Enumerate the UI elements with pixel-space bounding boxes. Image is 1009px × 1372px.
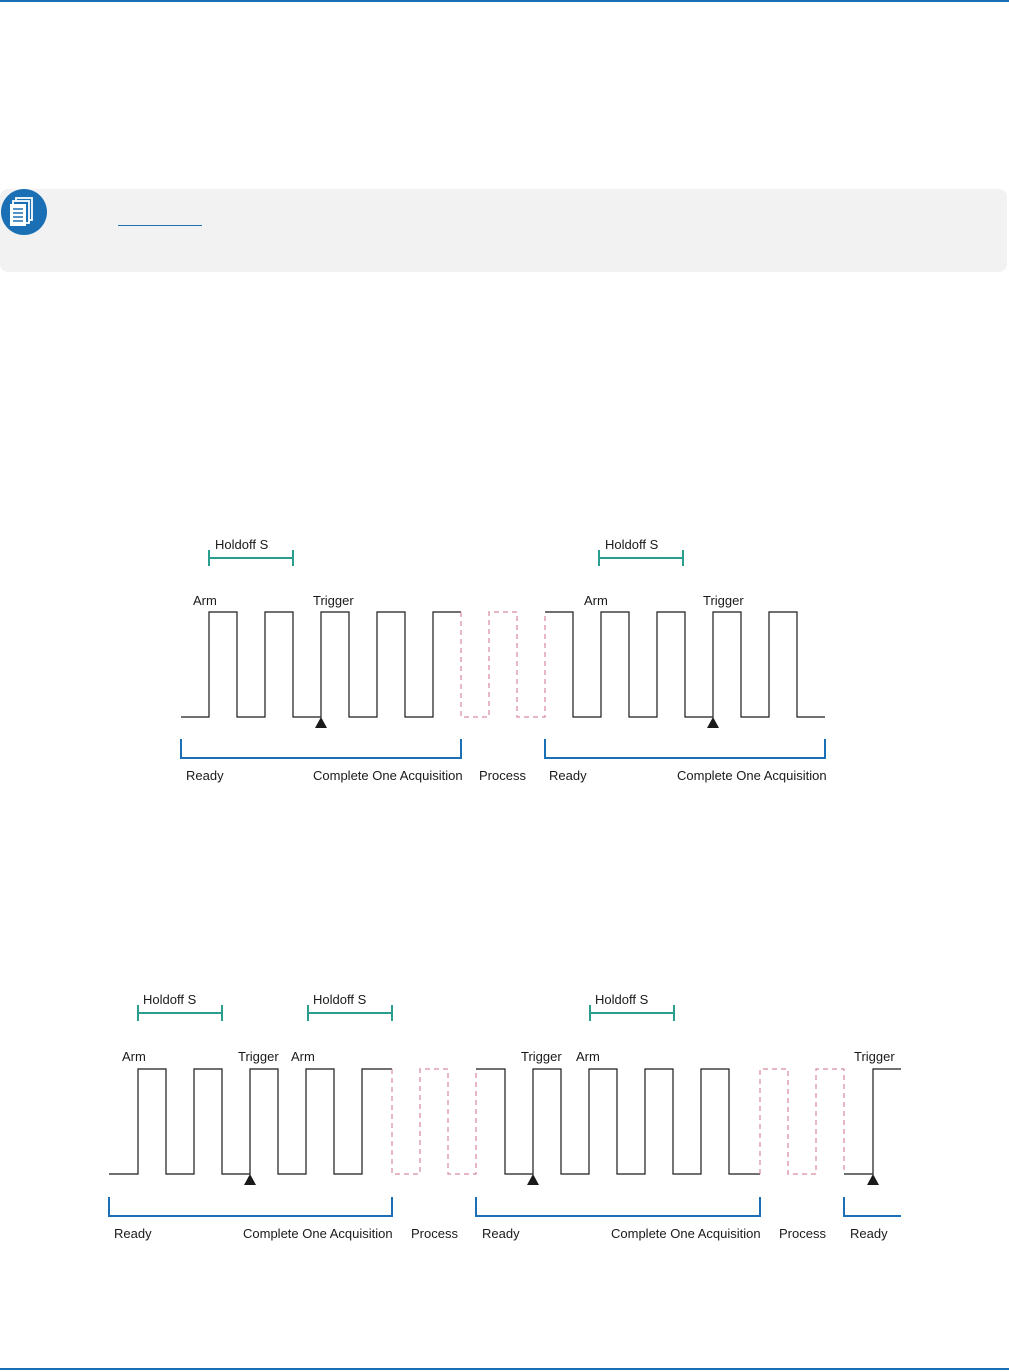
trigger-label: Trigger bbox=[521, 1049, 562, 1064]
acquisition-bracket bbox=[181, 739, 461, 758]
state-label: Process bbox=[779, 1226, 826, 1241]
trigger-label: Trigger bbox=[854, 1049, 895, 1064]
arm-label: Arm bbox=[584, 593, 608, 608]
state-label: Complete One Acquisition bbox=[313, 768, 463, 783]
acquisition-bracket bbox=[109, 1197, 392, 1216]
holdoff-label: Holdoff S bbox=[313, 992, 367, 1007]
acquisition-bracket bbox=[545, 739, 825, 758]
holdoff-bar bbox=[209, 550, 293, 566]
state-label: Ready bbox=[114, 1226, 152, 1241]
holdoff-bar bbox=[599, 550, 683, 566]
arm-label: Arm bbox=[193, 593, 217, 608]
state-label: Ready bbox=[482, 1226, 520, 1241]
process-waveform bbox=[392, 1069, 476, 1174]
acquisition-bracket bbox=[844, 1197, 901, 1216]
trigger-label: Trigger bbox=[313, 593, 354, 608]
trigger-marker bbox=[315, 717, 327, 728]
holdoff-bar bbox=[308, 1005, 392, 1021]
trigger-label: Trigger bbox=[703, 593, 744, 608]
acquisition-bracket bbox=[476, 1197, 760, 1216]
trigger-label: Trigger bbox=[238, 1049, 279, 1064]
arm-label: Arm bbox=[122, 1049, 146, 1064]
holdoff-label: Holdoff S bbox=[143, 992, 197, 1007]
note-box bbox=[0, 189, 1007, 272]
clock-waveform bbox=[545, 612, 825, 717]
trigger-marker bbox=[867, 1174, 879, 1185]
holdoff-label: Holdoff S bbox=[215, 537, 269, 552]
state-label: Complete One Acquisition bbox=[243, 1226, 393, 1241]
arm-label: Arm bbox=[291, 1049, 315, 1064]
holdoff-bar bbox=[590, 1005, 674, 1021]
footer-rule bbox=[0, 1368, 1009, 1370]
state-label: Process bbox=[411, 1226, 458, 1241]
holdoff-label: Holdoff S bbox=[605, 537, 659, 552]
trigger-marker bbox=[244, 1174, 256, 1185]
state-label: Ready bbox=[186, 768, 224, 783]
state-label: Ready bbox=[549, 768, 587, 783]
clock-waveform bbox=[476, 1069, 760, 1174]
trigger-marker bbox=[707, 717, 719, 728]
process-waveform bbox=[461, 612, 545, 717]
holdoff-label: Holdoff S bbox=[595, 992, 649, 1007]
state-label: Ready bbox=[850, 1226, 888, 1241]
document-stack-icon bbox=[1, 189, 47, 235]
header-rule bbox=[0, 0, 1009, 2]
state-label: Process bbox=[479, 768, 526, 783]
state-label: Complete One Acquisition bbox=[611, 1226, 761, 1241]
timing-diagram-2 bbox=[0, 985, 1009, 1245]
holdoff-bar bbox=[138, 1005, 222, 1021]
process-waveform bbox=[760, 1069, 844, 1174]
timing-diagram-1 bbox=[0, 530, 1009, 790]
trigger-marker bbox=[527, 1174, 539, 1185]
clock-waveform bbox=[109, 1069, 392, 1174]
note-link[interactable] bbox=[118, 207, 202, 226]
arm-label: Arm bbox=[576, 1049, 600, 1064]
clock-waveform bbox=[181, 612, 461, 717]
state-label: Complete One Acquisition bbox=[677, 768, 827, 783]
clock-waveform bbox=[844, 1069, 901, 1174]
